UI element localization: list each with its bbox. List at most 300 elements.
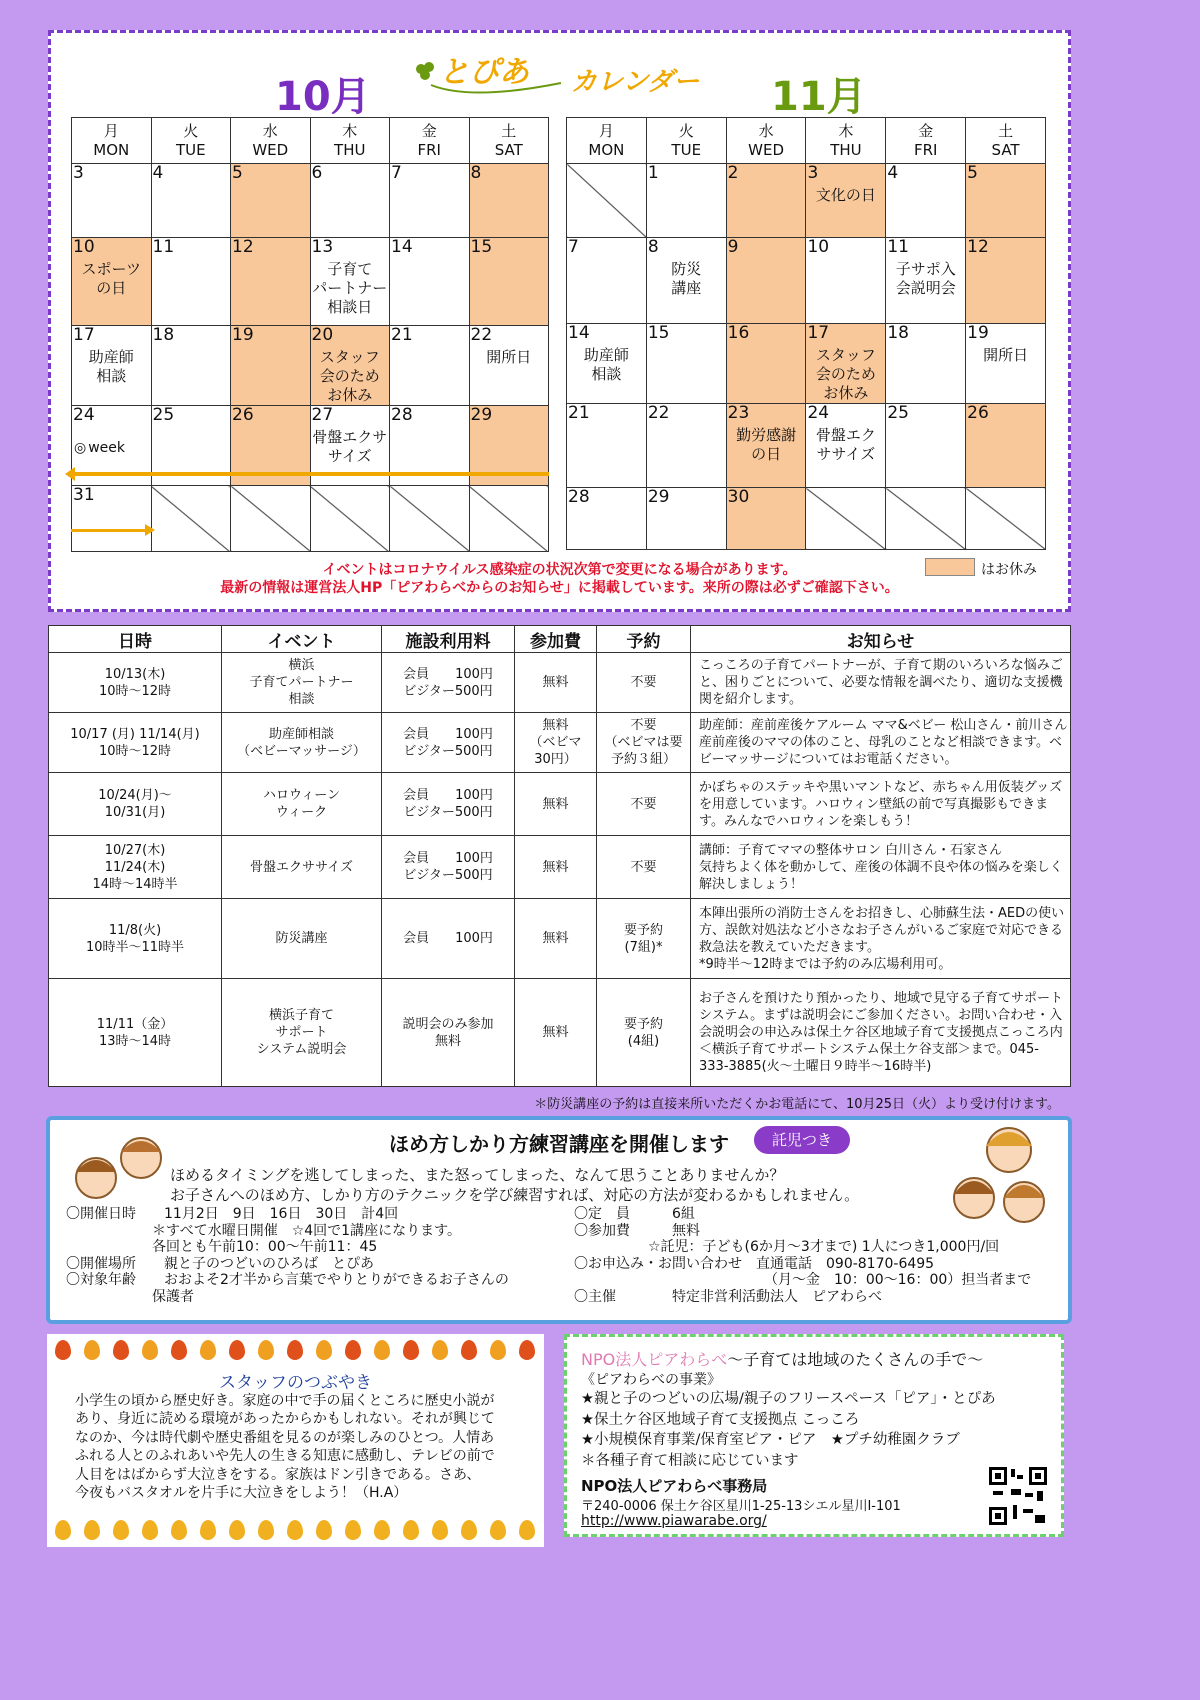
day-cell xyxy=(310,164,390,238)
calendar-week-row xyxy=(567,404,1046,488)
day-number: 24 xyxy=(73,405,95,425)
apply-phone: 直通電話 090-8170-6495 xyxy=(756,1255,935,1272)
autumn-leaf-icon xyxy=(200,1520,216,1540)
calendar-week-row xyxy=(72,326,549,406)
day-cell xyxy=(469,238,549,326)
npo-item: ＊各種子育て相談に応じています xyxy=(581,1452,799,1469)
day-event: 防災 講座 xyxy=(671,260,702,297)
autumn-leaf-icon xyxy=(345,1520,361,1540)
weekday-fri xyxy=(886,118,966,164)
day-number: 3 xyxy=(73,163,84,183)
weekday-jp: 土 xyxy=(998,121,1014,140)
day-cell xyxy=(231,486,311,552)
day-number: 30 xyxy=(727,487,750,507)
weekday-en: THU xyxy=(334,140,366,159)
day-number: 28 xyxy=(391,405,413,425)
autumn-leaf-icon xyxy=(142,1340,158,1360)
day-number: 12 xyxy=(232,237,254,257)
autumn-leaf-icon xyxy=(113,1340,129,1360)
day-number: 29 xyxy=(470,405,493,425)
day-event: 子育て パートナー 相談日 xyxy=(312,260,388,316)
day-cell xyxy=(469,164,549,238)
day-number: 28 xyxy=(568,487,590,507)
event-cell: 説明会のみ参加 無料 xyxy=(382,979,515,1087)
event-row xyxy=(49,713,1071,773)
event-row xyxy=(49,979,1071,1087)
day-number: 3 xyxy=(807,163,819,183)
day-cell xyxy=(72,164,152,238)
day-cell xyxy=(469,326,549,406)
day-number: 24 xyxy=(807,403,830,423)
weekday-en: MON xyxy=(588,140,625,159)
day-number: 7 xyxy=(568,237,579,257)
event-cell: かぼちゃのステッキや黒いマントなど、赤ちゃん用仮装グッズを用意しています。ハロウィン壁紙の前で写真撮影もできます。みんなでハロウィンを楽しもう！ xyxy=(691,773,1071,836)
event-cell: 無料 xyxy=(515,899,597,979)
day-number: 12 xyxy=(967,237,989,257)
day-number: 21 xyxy=(568,403,590,423)
autumn-leaf-icon xyxy=(345,1340,361,1360)
day-event: スポーツ の日 xyxy=(81,260,141,297)
age-label: 〇対象年齢 xyxy=(66,1272,136,1288)
calendar-panel xyxy=(48,30,1071,612)
day-number: 6 xyxy=(311,163,323,183)
halloween-week-label xyxy=(72,440,151,456)
event-cell: 不要 （ベビマは要 予約３組） xyxy=(597,713,691,773)
weekday-tue xyxy=(646,118,726,164)
weekday-jp: 金 xyxy=(918,121,934,140)
npo-office: NPO法人ピアわらべ事務局 xyxy=(581,1477,768,1495)
seminar-panel xyxy=(46,1116,1072,1324)
autumn-leaf-icon xyxy=(258,1520,274,1540)
staff-column-title: スタッフのつぶやき xyxy=(219,1373,372,1393)
event-cell: 10/13(木) 10時〜12時 xyxy=(49,653,222,713)
weekday-mon xyxy=(567,118,647,164)
day-number: 4 xyxy=(887,163,899,183)
calendar-week-row xyxy=(72,486,549,552)
day-number: 15 xyxy=(647,323,670,343)
events-header-cell: 施設利用料 xyxy=(382,626,515,653)
seminar-details-right xyxy=(574,1206,1031,1305)
host-label: 〇主催 xyxy=(574,1288,616,1305)
day-cell xyxy=(726,324,806,404)
weekday-thu xyxy=(310,118,390,164)
calendar-week-row xyxy=(567,324,1046,404)
day-number: 5 xyxy=(232,163,243,183)
event-cell: 会員 100円 ビジター500円 xyxy=(382,653,515,713)
october-calendar xyxy=(71,117,549,552)
day-number: 25 xyxy=(152,405,175,425)
day-cell xyxy=(726,238,806,324)
npo-slogan: 〜子育ては地域のたくさんの手で〜 xyxy=(727,1350,984,1369)
day-cell xyxy=(310,326,390,406)
event-cell: 無料 xyxy=(515,836,597,899)
day-number: 25 xyxy=(887,403,909,423)
event-cell: 防災講座 xyxy=(222,899,382,979)
day-cell xyxy=(966,164,1046,238)
staff-column-line: ふれる人とのふれあいや先人の生きる知恵に感動し、テレビの前で xyxy=(75,1448,495,1465)
event-cell: 11/8(火) 10時半〜11時半 xyxy=(49,899,222,979)
autumn-leaf-icon xyxy=(171,1520,187,1540)
weekday-fri xyxy=(390,118,470,164)
day-cell xyxy=(886,238,966,324)
day-cell xyxy=(806,238,886,324)
weekday-jp: 月 xyxy=(598,121,614,140)
event-cell: 不要 xyxy=(597,773,691,836)
day-number: 10 xyxy=(807,237,830,257)
autumn-leaf-icon xyxy=(287,1520,303,1540)
day-cell xyxy=(966,238,1046,324)
day-event: 助産師 相談 xyxy=(88,348,134,385)
october-heading: 10月 xyxy=(275,74,371,120)
day-cell xyxy=(806,324,886,404)
autumn-leaf-icon xyxy=(229,1520,245,1540)
holiday-legend-label: はお休み xyxy=(981,562,1037,578)
day-cell xyxy=(966,404,1046,488)
autumn-leaf-icon xyxy=(84,1340,100,1360)
autumn-leaf-icon xyxy=(84,1520,100,1540)
events-header-cell: 日時 xyxy=(49,626,222,653)
event-cell: ハロウィーン ウィーク xyxy=(222,773,382,836)
day-number: 17 xyxy=(73,325,95,345)
weekday-en: WED xyxy=(748,140,784,159)
autumn-leaf-icon xyxy=(55,1340,71,1360)
day-cell xyxy=(646,324,726,404)
event-cell: 11/11（金） 13時〜14時 xyxy=(49,979,222,1087)
tobia-calendar-logo xyxy=(411,43,721,103)
day-cell xyxy=(72,486,152,552)
fee-value: 無料 xyxy=(672,1222,700,1239)
day-number: 17 xyxy=(807,323,830,343)
event-cell: 会員 100円 ビジター500円 xyxy=(382,713,515,773)
day-cell xyxy=(469,486,549,552)
staff-column-line: なのか、今は時代劇や歴史番組を見るのが楽しみのひとつ。人情あ xyxy=(75,1429,495,1446)
autumn-leaf-icon xyxy=(316,1340,332,1360)
autumn-leaf-icon xyxy=(403,1340,419,1360)
npo-name: NPO法人ピアわらべ xyxy=(581,1350,728,1369)
events-header-cell: 参加費 xyxy=(515,626,597,653)
event-cell: 要予約 (4組) xyxy=(597,979,691,1087)
day-cell xyxy=(231,326,311,406)
day-number: 19 xyxy=(967,323,989,343)
event-cell: 本陣出張所の消防士さんをお招きし、心肺蘇生法・AEDの使い方、誤飲対処法など小さなお子さんがいるご家庭で対応できる救急法を教えていただきます。 *9時半〜12時までは予約のみ広場利用可。 xyxy=(691,899,1071,979)
weekday-en: FRI xyxy=(417,140,441,159)
autumn-leaf-icon xyxy=(113,1520,129,1540)
weekday-header-row xyxy=(72,118,549,164)
weekday-jp: 水 xyxy=(262,121,278,140)
notice-line-2: 最新の情報は運営法人HP「ピアわらべからのお知らせ」に掲載しています。来所の際は必ずご確認下さい。 xyxy=(220,580,899,596)
event-row xyxy=(49,836,1071,899)
event-cell: 無料 xyxy=(515,653,597,713)
day-cell xyxy=(886,488,966,550)
weekday-jp: 金 xyxy=(421,121,437,140)
day-cell xyxy=(390,486,470,552)
autumn-leaf-icon xyxy=(171,1340,187,1360)
weekday-en: SAT xyxy=(494,140,523,159)
day-cell xyxy=(72,238,152,326)
day-cell xyxy=(726,404,806,488)
calendar-week-row xyxy=(72,164,549,238)
staff-column-line: あり、身近に読める環境があったからかもしれない。それが興じて xyxy=(75,1411,495,1428)
day-cell xyxy=(567,404,647,488)
calendar-week-row xyxy=(567,164,1046,238)
npo-item: ★小規模保育事業/保育室ピア・ピア ★プチ幼稚園クラブ xyxy=(581,1432,960,1448)
day-cell xyxy=(72,326,152,406)
event-cell: 無料 xyxy=(515,979,597,1087)
day-cell xyxy=(726,164,806,238)
events-footnote: ＊防災講座の予約は直接来所いただくかお電話にて、10月25日（火）より受け付けます。 xyxy=(534,1097,1060,1112)
event-cell: 会員 100円 xyxy=(382,899,515,979)
events-table xyxy=(48,625,1071,1087)
events-header-cell: イベント xyxy=(222,626,382,653)
autumn-leaf-icon xyxy=(374,1340,390,1360)
day-cell xyxy=(726,488,806,550)
weekday-jp: 火 xyxy=(183,121,199,140)
autumn-leaf-icon xyxy=(287,1340,303,1360)
event-cell: 10/27(木) 11/24(木) 14時〜14時半 xyxy=(49,836,222,899)
events-header-cell: お知らせ xyxy=(691,626,1071,653)
weekday-jp: 木 xyxy=(342,121,358,140)
day-number: 27 xyxy=(311,405,334,425)
autumn-leaf-icon xyxy=(461,1340,477,1360)
weekday-tue xyxy=(151,118,231,164)
weekday-jp: 火 xyxy=(678,121,694,140)
november-calendar xyxy=(566,117,1046,550)
date-time: 各回とも午前10：00〜午前11：45 xyxy=(152,1239,378,1255)
event-cell: 10/24(月)〜 10/31(月) xyxy=(49,773,222,836)
autumn-leaf-icon xyxy=(229,1340,245,1360)
day-number: 21 xyxy=(391,325,413,345)
day-cell xyxy=(390,326,470,406)
day-number: 5 xyxy=(967,163,978,183)
day-cell xyxy=(646,238,726,324)
day-number: 19 xyxy=(232,325,254,345)
childcare-badge: 託児つき xyxy=(754,1126,850,1154)
day-cell xyxy=(886,164,966,238)
seminar-intro-1: ほめるタイミングを逃してしまった、また怒ってしまった、なんて思うことありませんか？ xyxy=(170,1166,785,1184)
seminar-details-left xyxy=(66,1206,509,1305)
weekday-jp: 土 xyxy=(501,121,517,140)
date-value: 11月2日 9日 16日 30日 計4回 xyxy=(164,1206,399,1222)
autumn-leaf-icon xyxy=(200,1340,216,1360)
day-number: 26 xyxy=(967,403,989,423)
day-event: 開所日 xyxy=(486,348,532,366)
place-value: 親と子のつどいのひろば とぴあ xyxy=(164,1255,374,1272)
day-event: スタッフ 会のため お休み xyxy=(815,346,876,402)
day-cell xyxy=(310,486,390,552)
autumn-leaf-icon xyxy=(432,1520,448,1540)
day-event: 子サポ入 会説明会 xyxy=(895,260,956,297)
day-cell xyxy=(966,324,1046,404)
event-row xyxy=(49,773,1071,836)
day-number: 22 xyxy=(647,403,670,423)
apply-label: 〇お申込み・お問い合わせ xyxy=(574,1255,742,1272)
event-row xyxy=(49,899,1071,979)
day-cell xyxy=(151,486,231,552)
date-label: 〇開催日時 xyxy=(66,1206,136,1222)
npo-info-panel xyxy=(564,1334,1064,1537)
logo-text: とぴあ xyxy=(439,55,529,90)
weekday-jp: 木 xyxy=(838,121,854,140)
day-cell xyxy=(806,164,886,238)
childcare-fee: ☆託児：子ども(6か月〜3才まで) 1人につき1,000円/回 xyxy=(648,1239,1000,1255)
day-number: 13 xyxy=(311,237,334,257)
day-number: 14 xyxy=(391,237,413,257)
day-number: 8 xyxy=(470,163,482,183)
pumpkin-icon: ◎ xyxy=(74,440,87,456)
weekday-wed xyxy=(231,118,311,164)
day-cell xyxy=(310,238,390,326)
autumn-leaf-icon xyxy=(142,1520,158,1540)
calendar-title: カレンダー xyxy=(571,67,700,97)
npo-url[interactable]: http://www.piawarabe.org/ xyxy=(581,1513,767,1529)
day-number: 1 xyxy=(647,163,659,183)
events-header-cell: 予約 xyxy=(597,626,691,653)
event-cell: 横浜 子育てパートナー 相談 xyxy=(222,653,382,713)
day-number: 11 xyxy=(887,237,909,257)
weekday-wed xyxy=(726,118,806,164)
event-cell: 不要 xyxy=(597,836,691,899)
day-cell xyxy=(151,164,231,238)
npo-items xyxy=(581,1389,996,1471)
day-number: 18 xyxy=(887,323,909,343)
weekday-jp: 水 xyxy=(758,121,774,140)
event-cell: 助産師相談 （ベビーマッサージ） xyxy=(222,713,382,773)
day-number: 11 xyxy=(152,237,175,257)
event-cell: 講師：子育てママの整体サロン 白川さん・石家さん 気持ちよく体を動かして、産後の体調不良や体の悩みを楽しく解決しましょう！ xyxy=(691,836,1071,899)
date-note: ＊すべて水曜日開催 ☆4回で1講座になります。 xyxy=(152,1222,461,1239)
autumn-leaf-icon xyxy=(258,1340,274,1360)
day-cell xyxy=(567,238,647,324)
event-cell: お子さんを預けたり預かったり、地域で見守る子育てサポートシステム。まずは説明会にご参加ください。お問い合わせ・入会説明会の申込みは保土ケ谷区地域子育て支援拠点こっころ内＜横浜子育てサポートシステム保土ケ谷支部＞まで。045-333-3885(火〜土曜日９時半〜16時半) xyxy=(691,979,1071,1087)
day-number: 10 xyxy=(73,237,95,257)
apply-hours: （月〜金 10：00〜16：00）担当者まで xyxy=(764,1272,1032,1288)
autumn-leaf-icon xyxy=(519,1340,535,1360)
day-number: 7 xyxy=(391,163,402,183)
day-event: 開所日 xyxy=(983,346,1029,364)
qr-code-icon[interactable] xyxy=(987,1465,1049,1527)
day-event: 文化の日 xyxy=(815,186,876,204)
weekday-en: THU xyxy=(830,140,862,159)
children-illustration xyxy=(66,1128,166,1208)
event-cell: 無料 （ベビマ 30円） xyxy=(515,713,597,773)
npo-item: ★親と子のつどいの広場/親子のフリースペース「ピア」・とぴあ xyxy=(581,1391,996,1407)
autumn-leaf-icon xyxy=(519,1520,535,1540)
calendar-week-row xyxy=(567,488,1046,550)
day-event: スタッフ 会のため お休み xyxy=(319,348,380,404)
weekday-sat xyxy=(469,118,549,164)
halloween-week-arrow-2 xyxy=(71,529,147,532)
day-cell xyxy=(886,324,966,404)
day-event: 骨盤エクサ サイズ xyxy=(312,428,388,465)
autumn-leaf-icon xyxy=(461,1520,477,1540)
day-cell xyxy=(567,324,647,404)
weekday-mon xyxy=(72,118,152,164)
day-cell xyxy=(886,404,966,488)
week-label: week xyxy=(88,440,126,456)
autumn-leaf-icon xyxy=(55,1520,71,1540)
staff-column-text xyxy=(75,1392,495,1502)
day-number: 18 xyxy=(152,325,175,345)
staff-column-line: 人目をはばからず大泣きをする。家族はドン引きである。さあ、 xyxy=(75,1466,481,1483)
day-cell xyxy=(966,488,1046,550)
weekday-en: WED xyxy=(252,140,289,159)
weekday-en: TUE xyxy=(671,140,702,159)
seminar-intro-2: お子さんへのほめ方、しかり方のテクニックを学び練習すれば、対応の方法が変わるかもしれません。 xyxy=(170,1186,860,1204)
weekday-thu xyxy=(806,118,886,164)
day-number: 4 xyxy=(152,163,164,183)
event-cell: 10/17 (月) 11/14(月) 10時〜12時 xyxy=(49,713,222,773)
age-value: おおよそ2才半から言葉でやりとりができるお子さんの xyxy=(164,1272,509,1288)
day-number: 26 xyxy=(232,405,254,425)
autumn-leaf-icon xyxy=(403,1520,419,1540)
staff-column xyxy=(47,1334,544,1547)
day-cell xyxy=(151,326,231,406)
autumn-leaf-icon xyxy=(316,1520,332,1540)
event-cell: 要予約 (7組)* xyxy=(597,899,691,979)
day-number: 14 xyxy=(568,323,590,343)
day-number: 31 xyxy=(73,485,95,505)
day-number: 22 xyxy=(470,325,493,345)
autumn-leaf-icon xyxy=(490,1520,506,1540)
autumn-leaf-icon xyxy=(432,1340,448,1360)
npo-address: 〒240-0006 保土ケ谷区星川1-25-13シエル星川Ⅰ-101 xyxy=(581,1499,901,1514)
day-event: 骨盤エク ササイズ xyxy=(815,426,876,463)
fee-label: 〇参加費 xyxy=(574,1222,630,1239)
november-heading: 11月 xyxy=(771,74,867,120)
day-number: 2 xyxy=(727,163,739,183)
day-event: 助産師 相談 xyxy=(583,346,629,383)
event-cell: 横浜子育て サポート システム説明会 xyxy=(222,979,382,1087)
host-value: 特定非営利活動法人 ピアわらべ xyxy=(672,1288,882,1305)
autumn-leaf-icon xyxy=(490,1340,506,1360)
event-cell: 骨盤エクササイズ xyxy=(222,836,382,899)
day-number: 8 xyxy=(647,237,659,257)
halloween-week-arrow xyxy=(69,472,549,476)
day-cell xyxy=(231,164,311,238)
event-cell: こっころの子育てパートナーが、子育て期のいろいろな悩みごと、困りごとについて、必要な情報を調べたり、適切な支援機関を紹介します。 xyxy=(691,653,1071,713)
event-cell: 無料 xyxy=(515,773,597,836)
day-number: 29 xyxy=(647,487,670,507)
autumn-leaf-icon xyxy=(374,1520,390,1540)
npo-sub: 《ピアわらべの事業》 xyxy=(581,1372,721,1388)
day-cell xyxy=(567,164,647,238)
day-cell xyxy=(646,488,726,550)
capacity-value: 6組 xyxy=(672,1206,695,1222)
staff-column-line: 小学生の頃から歴史好き。家庭の中で手の届くところに歴史小説が xyxy=(75,1393,495,1409)
event-row xyxy=(49,653,1071,713)
day-number: 9 xyxy=(727,237,739,257)
place-label: 〇開催場所 xyxy=(66,1255,136,1272)
notice-line-1: イベントはコロナウイルス感染症の状況次第で変更になる場合があります。 xyxy=(322,562,797,578)
weekday-jp: 月 xyxy=(103,121,119,140)
weekday-en: MON xyxy=(93,140,130,159)
day-cell xyxy=(231,238,311,326)
day-number: 15 xyxy=(470,237,493,257)
day-cell xyxy=(806,404,886,488)
event-cell: 会員 100円 ビジター500円 xyxy=(382,836,515,899)
npo-item: ★保土ケ谷区地域子育て支援拠点 こっころ xyxy=(581,1411,860,1428)
event-cell: 会員 100円 ビジター500円 xyxy=(382,773,515,836)
day-cell xyxy=(567,488,647,550)
day-event: 勤労感謝 の日 xyxy=(736,426,797,463)
day-cell xyxy=(806,488,886,550)
day-cell xyxy=(390,164,470,238)
weekday-header-row xyxy=(567,118,1046,164)
staff-column-line: 今夜もバスタオルを片手に大泣きをしよう！（H.A） xyxy=(75,1485,408,1502)
day-number: 23 xyxy=(727,403,750,423)
day-cell xyxy=(646,404,726,488)
weekday-en: SAT xyxy=(991,140,1020,159)
